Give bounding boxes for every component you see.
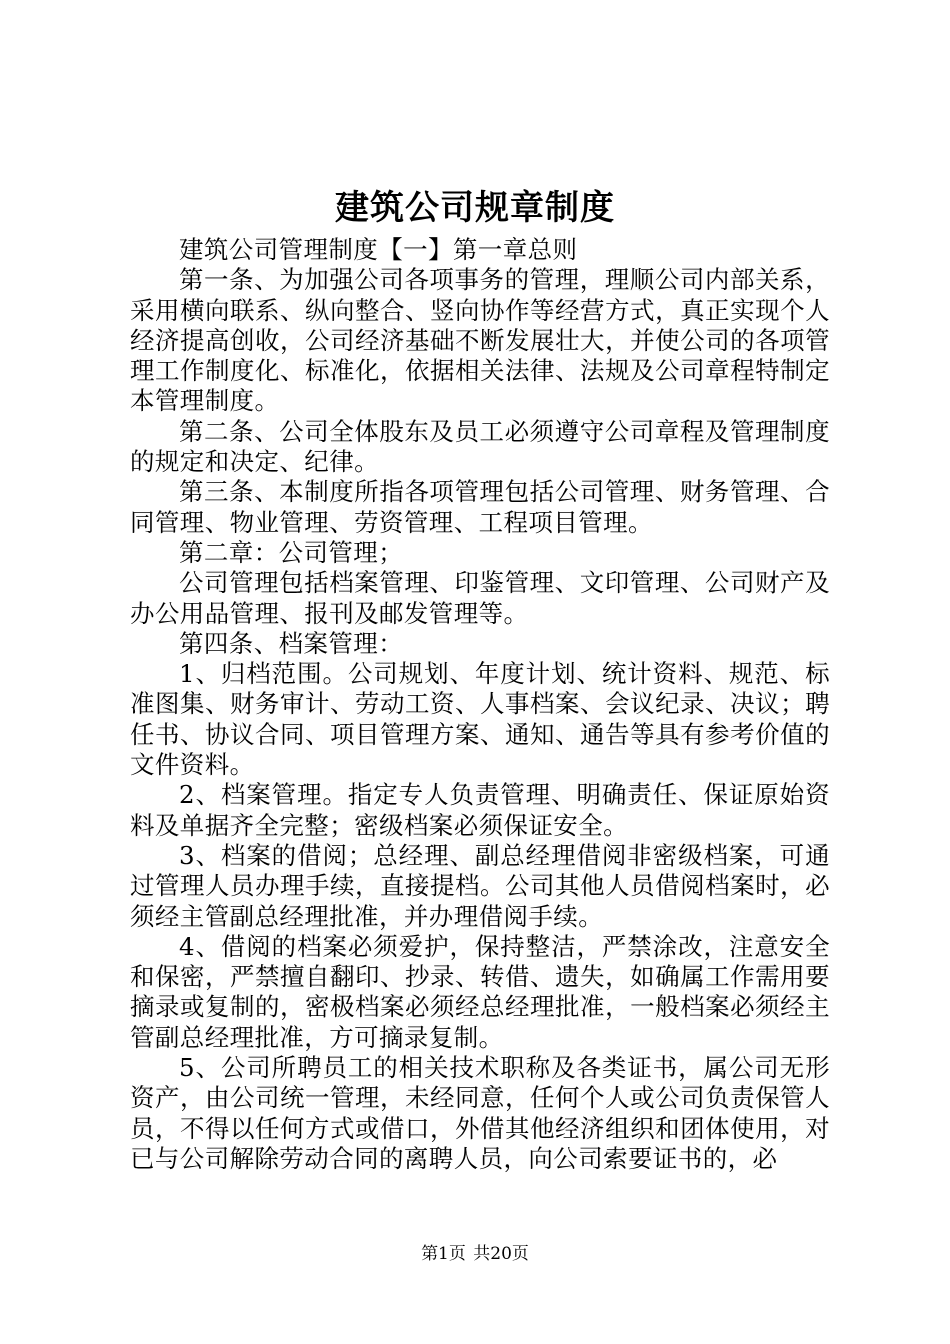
paragraph: 3、档案的借阅；总经理、副总经理借阅非密级档案，可通过管理人员办理手续，直接提档。公司其他人员借阅档案时，必须经主管副总经理批准，并办理借阅手续。: [130, 840, 830, 931]
document-title: 建筑公司规章制度: [335, 188, 615, 228]
document-body: [130, 235, 830, 1174]
paragraph: 第一条、为加强公司各项事务的管理，理顺公司内部关系，采用横向联系、纵向整合、竖向协作等经营方式，真正实现个人经济提高创收，公司经济基础不断发展壮大，并使公司的各项管理工作制度化、标准化，依据相关法律、法规及公司章程特制定本管理制度。: [130, 265, 830, 416]
paragraph: 第三条、本制度所指各项管理包括公司管理、财务管理、合同管理、物业管理、劳资管理、工程项目管理。: [130, 477, 830, 537]
paragraph: 5、公司所聘员工的相关技术职称及各类证书，属公司无形资产，由公司统一管理，未经同意，任何个人或公司负责保管人员，不得以任何方式或借口，外借其他经济组织和团体使用，对已与公司解除劳动合同的离聘人员，向公司索要证书的，必: [130, 1053, 830, 1173]
page-footer: [0, 1242, 950, 1266]
page-total: 共20页: [473, 1244, 529, 1264]
paragraph: 建筑公司管理制度【一】第一章总则: [179, 235, 578, 264]
paragraph: 1、归档范围。公司规划、年度计划、统计资料、规范、标准图集、财务审计、劳动工资、人事档案、会议纪录、决议；聘任书、协议合同、项目管理方案、通知、通告等具有参考价值的文件资料。: [130, 659, 830, 780]
paragraph: 第二章：公司管理；: [179, 537, 404, 567]
paragraph: 公司管理包括档案管理、印鉴管理、文印管理、公司财产及办公用品管理、报刊及邮发管理等。: [130, 568, 830, 628]
paragraph: 第四条、档案管理：: [179, 628, 404, 658]
page-number: 第1页: [421, 1244, 466, 1264]
paragraph: 第二条、公司全体股东及员工必须遵守公司章程及管理制度的规定和决定、纪律。: [130, 416, 830, 477]
paragraph: 4、借阅的档案必须爱护，保持整洁，严禁涂改，注意安全和保密，严禁擅自翻印、抄录、转借、遗失，如确属工作需用要摘录或复制的，密极档案必须经总经理批准，一般档案必须经主管副总经理批准，方可摘录复制。: [130, 931, 830, 1052]
paragraph: 2、档案管理。指定专人负责管理、明确责任、保证原始资料及单据齐全完整；密级档案必须保证安全。: [130, 780, 830, 840]
